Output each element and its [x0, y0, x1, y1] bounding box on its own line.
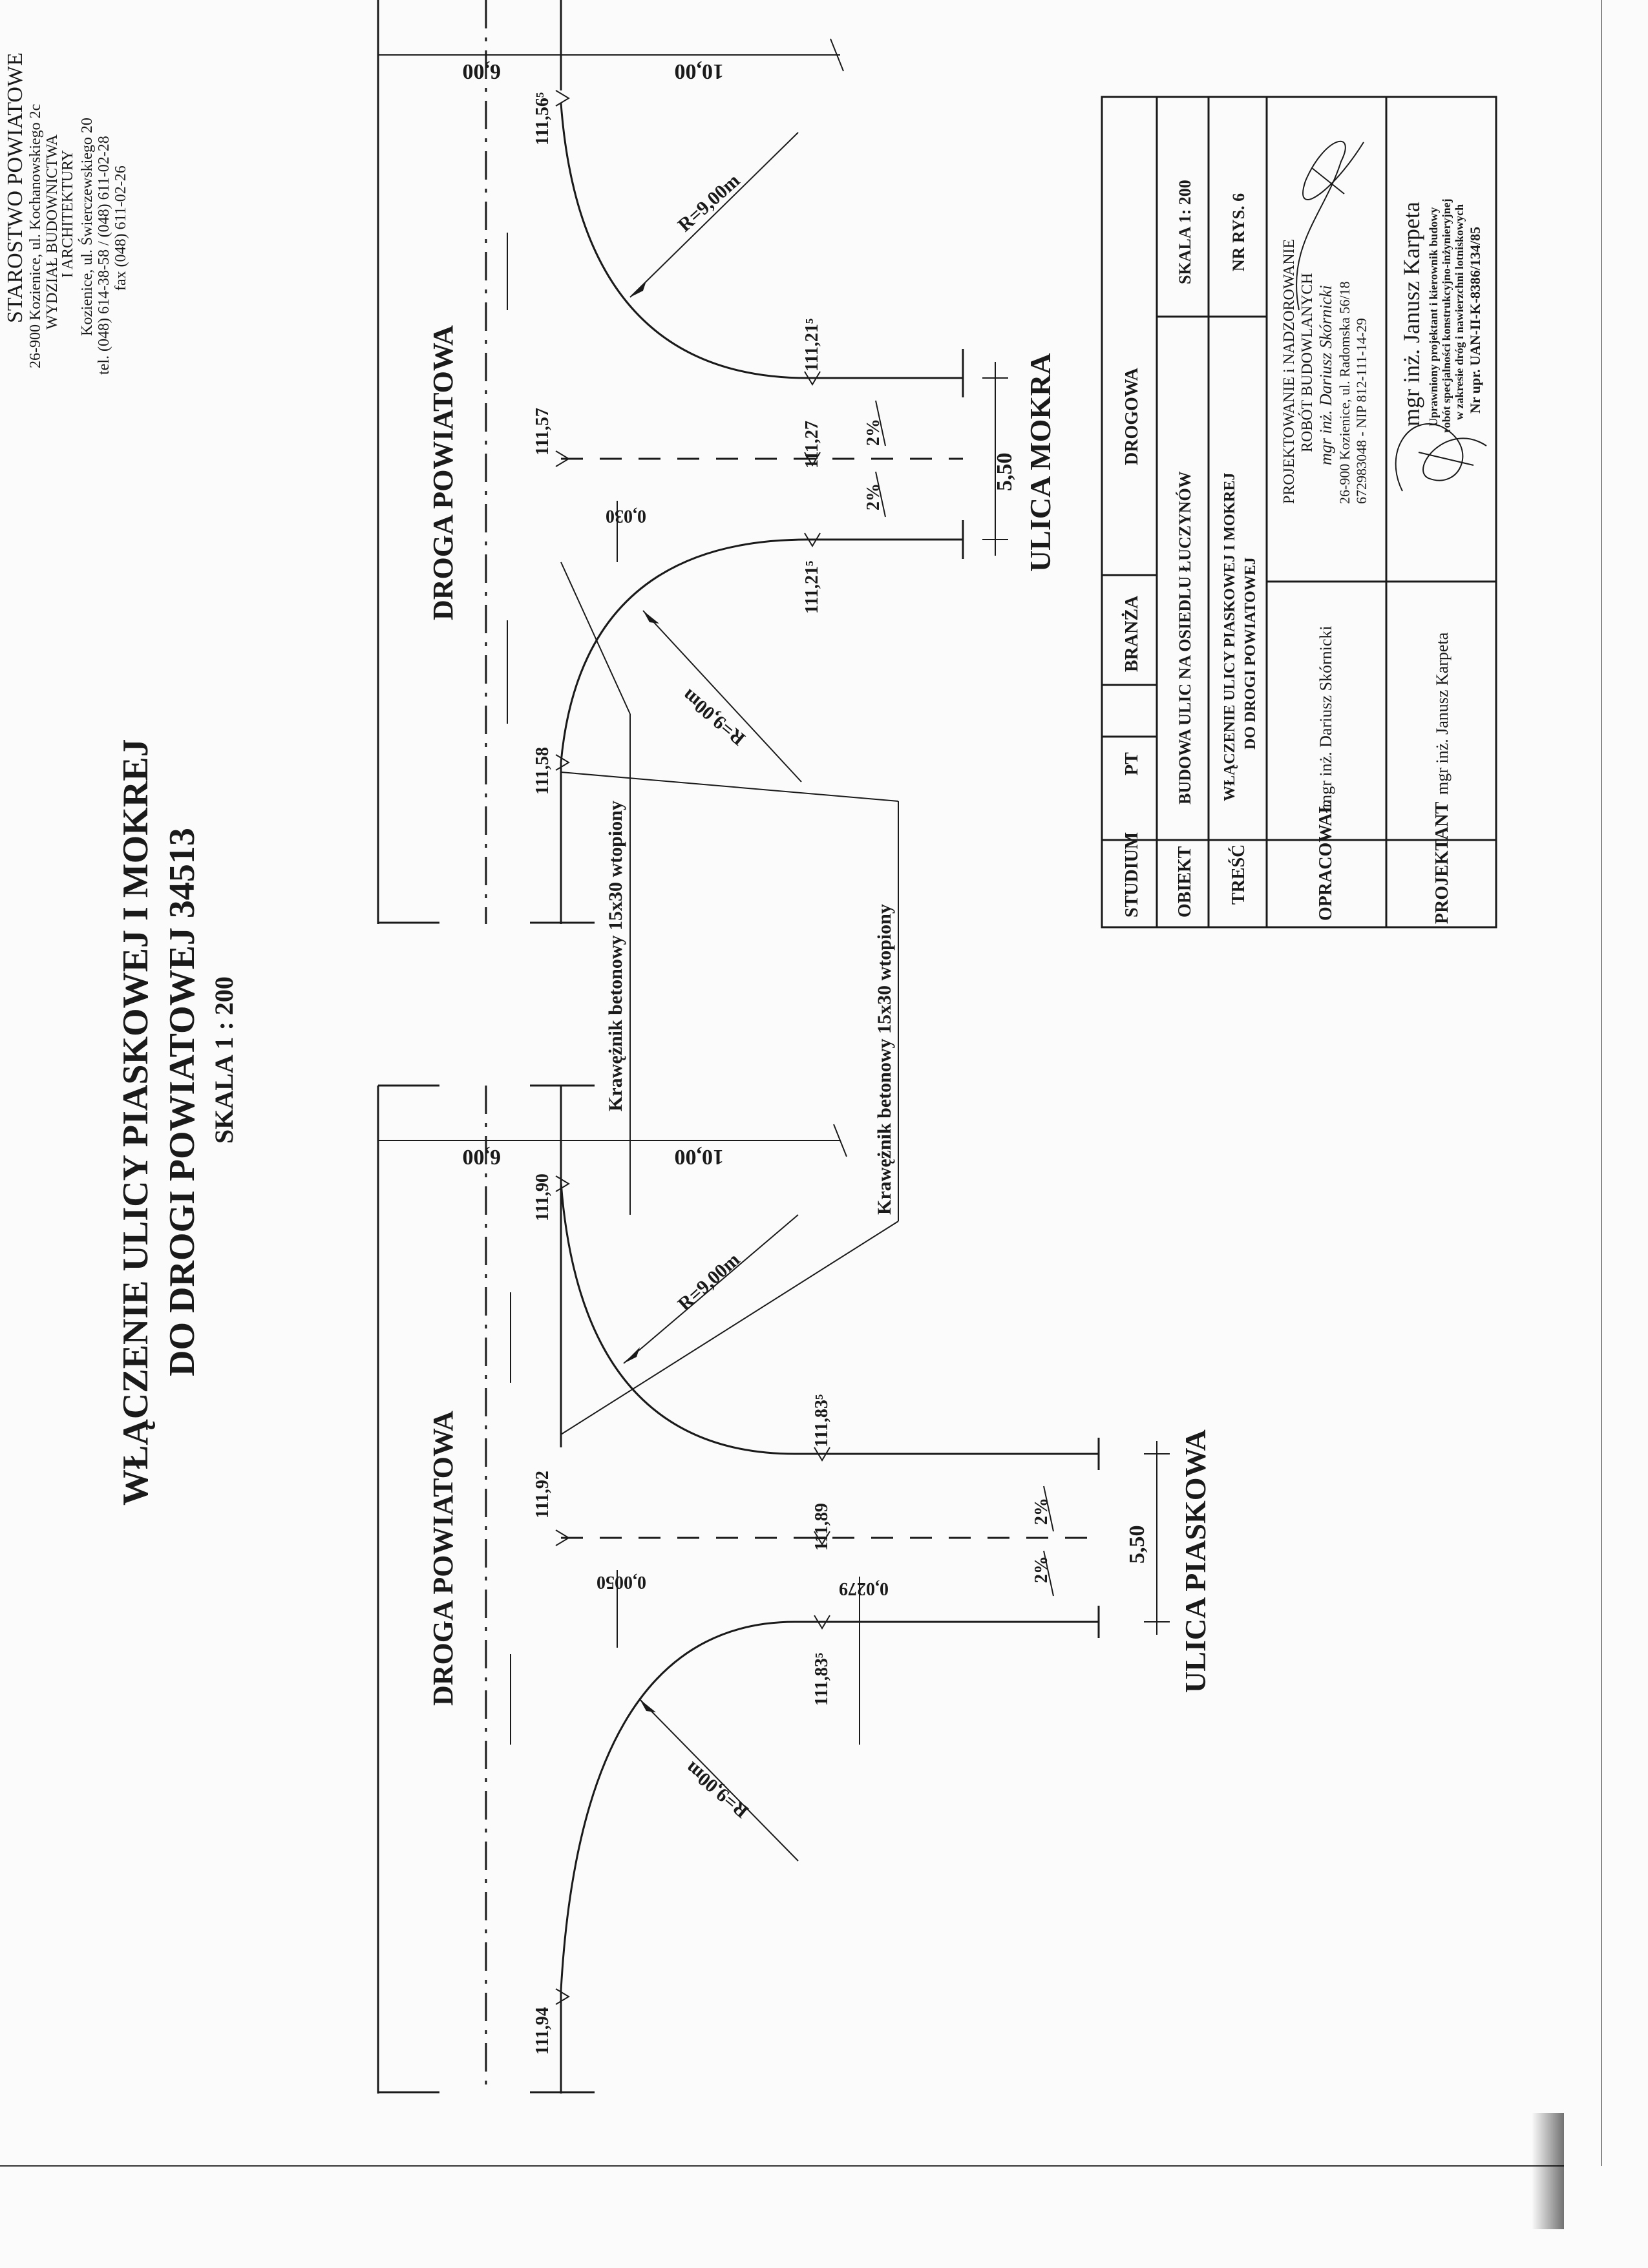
junction-mokra: [378, 0, 1057, 1215]
tb-stamp2-line4: w zakresie dróg i nawierzchni lotniskowych: [1453, 204, 1466, 420]
mokra-radius-upper: R=9,00m: [673, 169, 745, 236]
tb-tresc-line1: WŁĄCZENIE ULICY PIASKOWEJ I MOKREJ: [1221, 472, 1238, 801]
piaskowa-cross-slope-a: 2%: [1031, 1556, 1051, 1583]
piaskowa-cross-slope-b: 2%: [1031, 1498, 1051, 1525]
mokra-elev-marker-top: [556, 90, 569, 106]
mokra-width-road-left: 6,00: [462, 59, 501, 83]
tb-branza-value: DROGOWA: [1122, 368, 1142, 465]
mokra-elev-curb-upper: 111,21⁵: [802, 318, 822, 372]
piaskowa-slope-street: 0,0279: [839, 1579, 889, 1599]
piaskowa-street-width: 5,50: [1125, 1525, 1149, 1564]
title-scale: SKALA 1 : 200: [209, 976, 238, 1144]
tb-obiekt-value: BUDOWA ULIC NA OSIEDLU ŁUCZYNÓW: [1176, 471, 1194, 804]
piaskowa-radius-arrow-lower: [640, 1699, 656, 1712]
tb-stamp2-line3: robót specjalności konstrukcyjno-inżynieryjnej: [1440, 198, 1453, 433]
tb-pt: PT: [1122, 752, 1142, 775]
office-stamp-line7: fax (048) 611-02-26: [112, 165, 129, 291]
mokra-curb-note-leader-c: [561, 772, 898, 801]
title-block: [1102, 97, 1496, 927]
tb-stamp1-line3: mgr inż. Dariusz Skórnicki: [1316, 285, 1335, 465]
mokra-curb-arc-lower: [561, 540, 808, 762]
piaskowa-elev-top-edge: 111,90: [533, 1173, 553, 1221]
piaskowa-slope-road: 0,0050: [597, 1572, 646, 1592]
mokra-width-road-right: 10,00: [674, 59, 724, 83]
mokra-elev-curb-lower: 111,21⁵: [802, 560, 822, 614]
tb-stamp2-line5: Nr upr. UAN-II-K-8386/134/85: [1467, 226, 1483, 414]
piaskowa-elev-bottom-edge: 111,94: [533, 2007, 553, 2055]
mokra-cross-slope-b: 2%: [863, 419, 883, 446]
mokra-curb-note: Krawężnik betonowy 15x30 wtopiony: [605, 801, 626, 1111]
piaskowa-width-road-right: 10,00: [674, 1145, 724, 1169]
office-stamp: [3, 52, 129, 375]
piaskowa-curb-arc-lower: [561, 1622, 795, 1990]
piaskowa-radius-upper: R=9,00m: [673, 1248, 745, 1316]
office-stamp-line6: tel. (048) 614-38-58 / (048) 611-02-28: [96, 136, 112, 375]
mokra-radius-arrow-upper: [630, 281, 646, 297]
piaskowa-radius-lower: R=9,00m: [681, 1757, 753, 1822]
mokra-radius-arrow-lower: [643, 611, 659, 624]
mokra-elev-bottom-edge: 111,58: [533, 747, 553, 795]
tb-opracowal-label: OPRACOWAŁ: [1316, 801, 1336, 921]
office-stamp-line4: I ARCHITEKTURY: [59, 150, 76, 278]
mokra-elev-top-edge: 111,56⁵: [533, 92, 553, 145]
title-line2: DO DROGI POWIATOWEJ 34513: [162, 828, 202, 1376]
tb-obiekt-label: OBIEKT: [1175, 846, 1195, 918]
tb-projektant-value: mgr inż. Janusz Karpeta: [1433, 632, 1452, 795]
tb-tresc-line2: DO DROGI POWIATOWEJ: [1242, 557, 1259, 750]
mokra-radius-leader-upper: [630, 132, 798, 297]
tb-stamp1-line2: ROBÓT BUDOWLANYCH: [1299, 273, 1316, 452]
scan-edge-shadow: [1532, 2113, 1564, 2229]
piaskowa-elev-mid-edge: 111,92: [533, 1471, 553, 1518]
mokra-radius-leader-lower: [643, 611, 801, 782]
mokra-curb-arc-upper: [561, 103, 808, 378]
tb-nr-rys: NR RYS. 6: [1229, 193, 1248, 271]
piaskowa-elev-center: 111,89: [812, 1503, 832, 1551]
mokra-cross-slope-a: 2%: [863, 483, 883, 510]
mokra-street-label: ULICA MOKRA: [1024, 353, 1057, 572]
tb-branza-label: BRANŻA: [1122, 595, 1142, 672]
tb-opracowal-value: mgr inż. Dariusz Skórnicki: [1316, 625, 1335, 808]
mokra-curb-note-leader-a: [561, 562, 630, 714]
office-stamp-line5: Kozienice, ul. Świerczewskiego 20: [79, 118, 96, 336]
piaskowa-radius-arrow-upper: [624, 1347, 640, 1363]
piaskowa-elev-curb-lower: 111,83⁵: [812, 1652, 832, 1706]
tb-signature-2: [1396, 424, 1486, 491]
tb-skala-value: SKALA 1: 200: [1176, 180, 1194, 284]
tb-studium: STUDIUM: [1122, 832, 1142, 918]
tb-designer-stamp: [1281, 142, 1369, 504]
tb-stamp2-line2: Uprawniony projektant i kierownik budowy: [1427, 207, 1440, 426]
mokra-elev-mid-edge: 111,57: [533, 408, 553, 456]
office-stamp-line1: STAROSTWO POWIATOWE: [3, 52, 27, 323]
tb-stamp2-line1: mgr inż. Janusz Karpeta: [1399, 202, 1424, 426]
piaskowa-road-label: DROGA POWIATOWA: [427, 1411, 459, 1706]
piaskowa-width-road-left: 6,00: [462, 1145, 501, 1169]
tb-stamp1-line4: 26-900 Kozienice, ul. Radomska 56/18: [1336, 281, 1353, 504]
piaskowa-elev-marker-bottom: [556, 1989, 569, 2004]
piaskowa-street-label: ULICA PIASKOWA: [1179, 1429, 1212, 1693]
mokra-radius-lower: R=9,00m: [678, 684, 750, 750]
main-title: [116, 739, 238, 1506]
tb-projektant-label: PROJEKTANT: [1432, 801, 1452, 924]
office-stamp-line3: WYDZIAŁ BUDOWNICTWA: [44, 134, 61, 330]
piaskowa-curb-arc-upper: [561, 1182, 795, 1454]
piaskowa-curb-note: Krawężnik betonowy 15x30 wtopiony: [874, 904, 895, 1215]
tb-stamp1-line5: 672983048 - NIP 812-111-14-29: [1353, 318, 1369, 504]
office-stamp-line2: 26-900 Kozienice, ul. Kochanowskiego 2c: [27, 103, 44, 368]
mokra-elev-center: 111,27: [802, 421, 822, 468]
mokra-slope-road: 0,030: [606, 506, 646, 526]
mokra-street-width: 5,50: [993, 452, 1017, 491]
piaskowa-elev-curb-upper: 111,83⁵: [812, 1394, 832, 1447]
mokra-road-label: DROGA POWIATOWA: [427, 325, 459, 620]
tb-tresc-label: TREŚĆ: [1229, 844, 1249, 905]
title-line1: WŁĄCZENIE ULICY PIASKOWEJ I MOKREJ: [116, 739, 156, 1506]
junction-piaskowa: [378, 801, 1212, 2094]
tb-stamp1-line1: PROJEKTOWANIE i NADZOROWANIE: [1281, 238, 1298, 504]
tb-projektant-stamp: [1396, 198, 1486, 491]
